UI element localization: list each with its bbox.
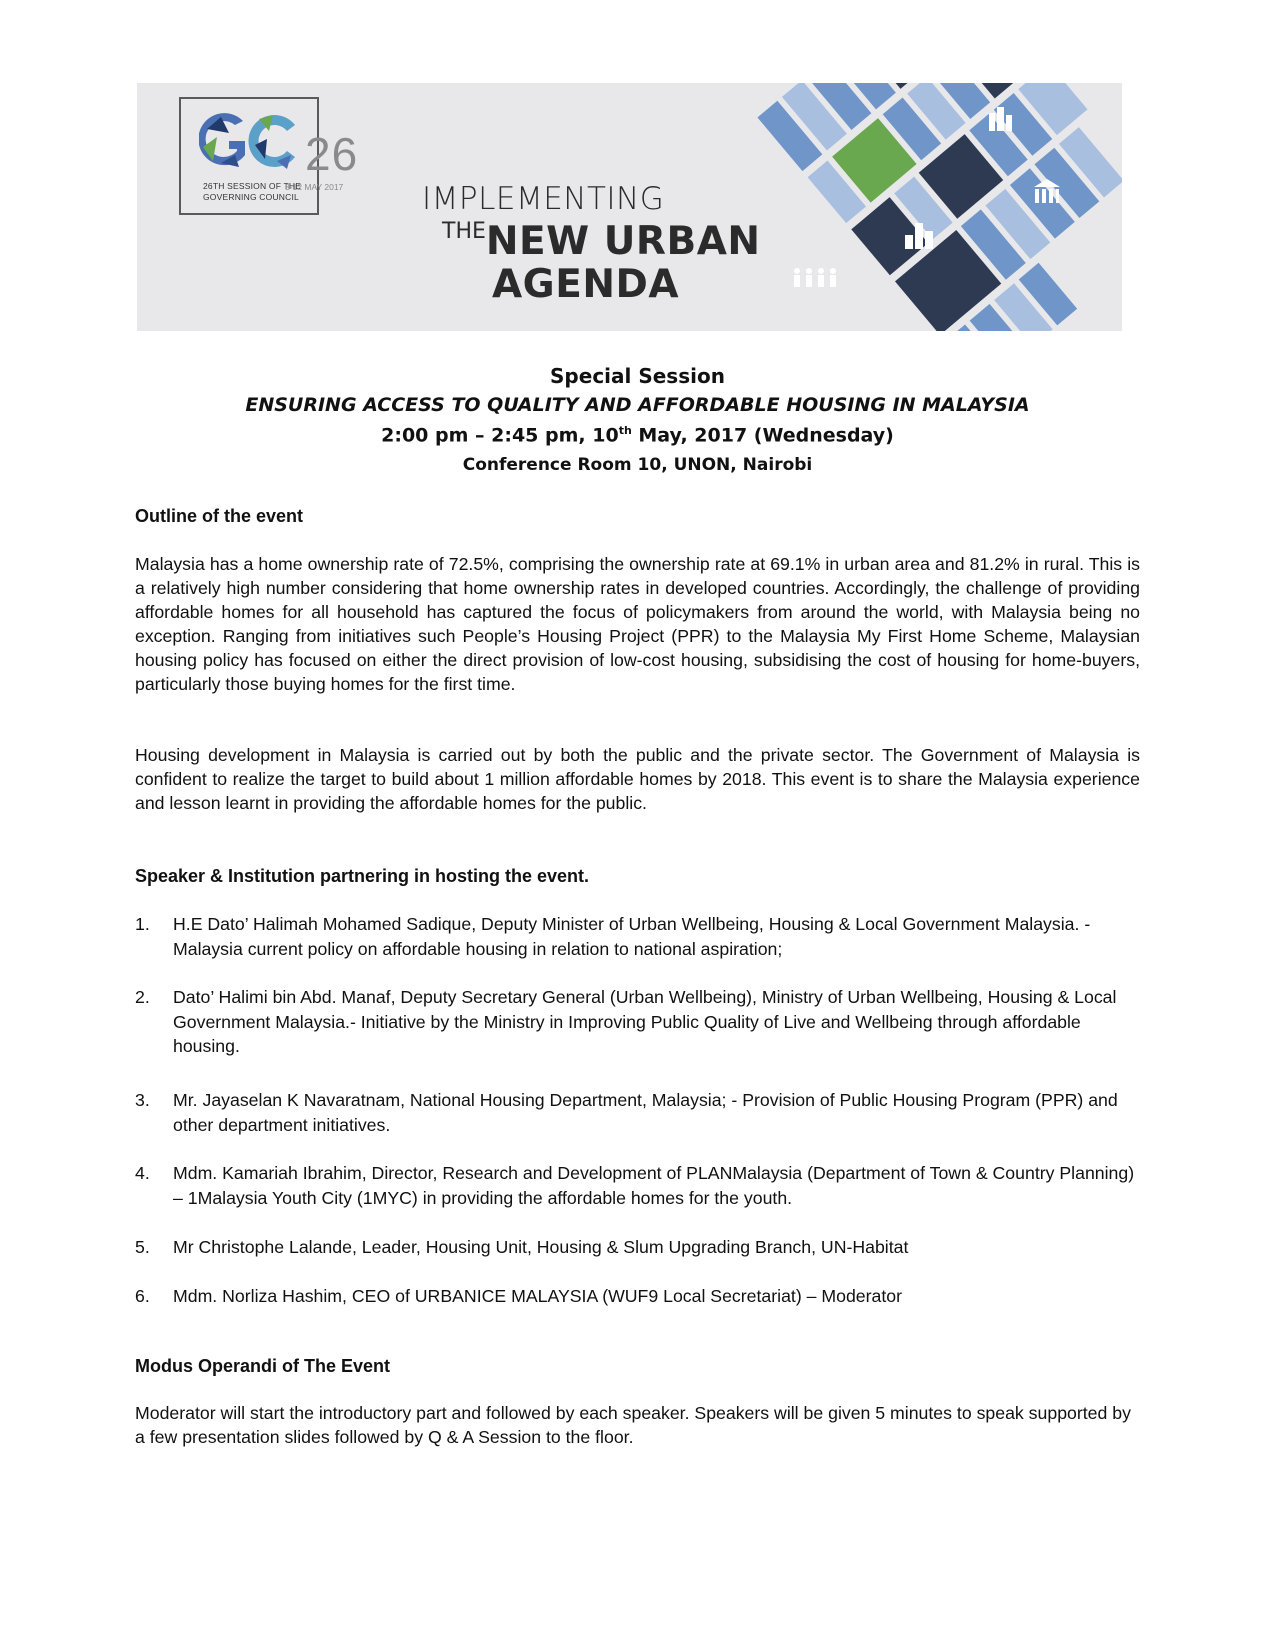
gc-logo-icon <box>199 111 299 173</box>
banner-title-line2: NEW URBAN <box>485 219 761 264</box>
speaker-text: Mdm. Norliza Hashim, CEO of URBANICE MALAYSIA (WUF9 Local Secretariat) – Moderator <box>173 1286 902 1306</box>
banner-title <box>422 181 761 307</box>
session-time-sup: th <box>618 424 632 437</box>
event-banner <box>137 83 1122 331</box>
banner-title-the: THE <box>442 219 486 244</box>
banner-title-line3: AGENDA <box>492 262 680 307</box>
session-time-prefix: 2:00 pm – 2:45 pm, 10 <box>381 424 619 447</box>
session-time-suffix: May, 2017 (Wednesday) <box>631 424 894 447</box>
speaker-text: Mdm. Kamariah Ibrahim, Director, Research and Development of PLANMalaysia (Department of Town & Country Planning) – 1Malaysia Youth City (1MYC) in providing the affordable homes for the youth. <box>173 1163 1135 1208</box>
session-venue: Conference Room 10, UNON, Nairobi <box>462 455 813 475</box>
speaker-text: H.E Dato’ Halimah Mohamed Sadique, Deputy Minister of Urban Wellbeing, Housing & Local Government Malaysia. - Malaysia current policy on affordable housing in relation to national aspiration; <box>173 914 1091 959</box>
speakers-title: Speaker & Institution partnering in hosting the event. <box>135 866 590 886</box>
session-time <box>0 424 1275 446</box>
logo-subtitle-line2: GOVERNING COUNCIL <box>203 192 299 202</box>
logo-number: 26 <box>305 128 359 180</box>
outline-paragraph-1: Malaysia has a home ownership rate of 72.5%, comprising the ownership rate at 69.1% in urban area and 81.2% in rural. This is a relatively high number considering that home ownership rates in developed countries. Accordingly, the challenge of providing affordable homes for all household has captured the focus of policymakers from around the world, with Malaysia being no exception. Ranging from initiatives such People’s Housing Project (PPR) to the Malaysia My First Home Scheme, Malaysian housing policy has focused on either the direct provision of low-cost housing, subsidising the cost of housing for home-buyers, particularly those buying homes for the first time. <box>135 554 1140 694</box>
speaker-number: 3. <box>135 1090 150 1110</box>
speaker-number: 1. <box>135 914 150 934</box>
logo-subtitle-line1: 26TH SESSION OF THE <box>203 181 302 191</box>
speaker-number: 4. <box>135 1163 150 1183</box>
speaker-text: Dato’ Halimi bin Abd. Manaf, Deputy Secretary General (Urban Wellbeing), Ministry of Urban Wellbeing, Housing & Local Government Malaysia.- Initiative by the Ministry in Improving Public Quality of Live and Wellbeing through affordable housing. <box>173 987 1117 1056</box>
city-grid-illustration <box>737 83 1122 331</box>
outline-paragraph-2: Housing development in Malaysia is carried out by both the public and the private sector. The Government of Malaysia is confident to realize the target to build about 1 million affordable homes by 2018. This event is to share the Malaysia experience and lesson learnt in providing the affordable homes for the public. <box>135 745 1140 813</box>
speaker-number: 5. <box>135 1237 150 1257</box>
speaker-number: 6. <box>135 1286 150 1306</box>
speaker-text: Mr. Jayaselan K Navaratnam, National Housing Department, Malaysia; - Provision of Public Housing Program (PPR) and other department initiatives. <box>173 1090 1118 1135</box>
outline-title: Outline of the event <box>135 506 304 526</box>
session-topic: ENSURING ACCESS TO QUALITY AND AFFORDABLE HOUSING IN MALAYSIA <box>245 394 1030 416</box>
speaker-text: Mr Christophe Lalande, Leader, Housing Unit, Housing & Slum Upgrading Branch, UN-Habitat <box>173 1237 909 1257</box>
modus-paragraph: Moderator will start the introductory part and followed by each speaker. Speakers will be given 5 minutes to speak supported by a few presentation slides followed by Q & A Session to the floor. <box>135 1403 1131 1447</box>
logo-dates: 8-12 MAY 2017 <box>285 182 344 192</box>
gc26-logo-frame <box>179 97 319 215</box>
session-label: Special Session <box>550 364 725 388</box>
modus-title: Modus Operandi of The Event <box>135 1356 391 1376</box>
banner-title-line1: IMPLEMENTING <box>422 181 665 217</box>
speaker-number: 2. <box>135 987 150 1007</box>
